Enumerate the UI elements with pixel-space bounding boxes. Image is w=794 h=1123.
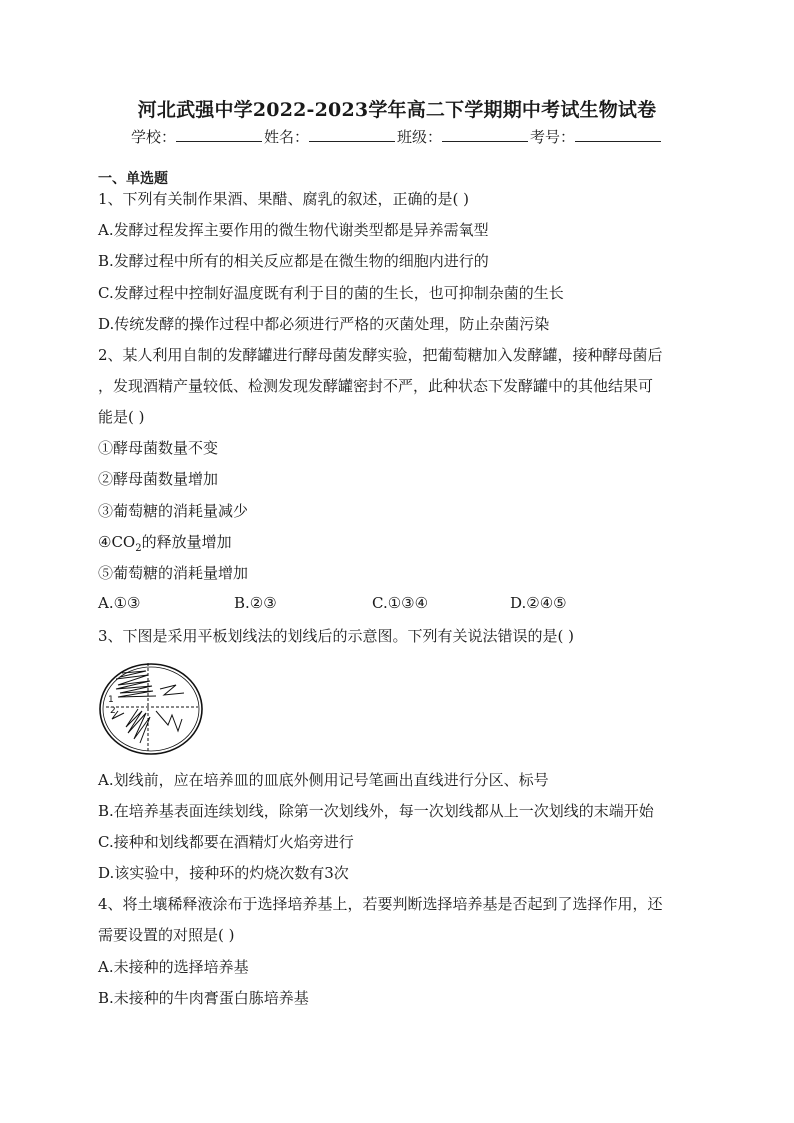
name-blank[interactable]	[309, 127, 395, 142]
student-info-row	[0, 126, 794, 147]
class-label: 班级：	[397, 128, 443, 146]
q2-options-row	[98, 594, 698, 614]
q4-option-b: B.未接种的牛肉膏蛋白胨培养基	[98, 989, 309, 1007]
q1-option-c: C.发酵过程中控制好温度既有利于目的菌的生长，也可抑制杂菌的生长	[98, 284, 564, 302]
exam-number-label: 考号：	[530, 128, 576, 146]
exam-number-field	[530, 126, 663, 147]
school-blank[interactable]	[176, 127, 262, 142]
q2-option-a: A.①③	[98, 594, 141, 612]
exam-title: 河北武强中学2022-2023学年高二下学期期中考试生物试卷	[137, 99, 657, 121]
q3-option-a: A.划线前，应在培养皿的皿底外侧用记号笔画出直线进行分区、标号	[98, 771, 549, 789]
q1-stem: 1、下列有关制作果酒、果醋、腐乳的叙述，正确的是( )	[98, 190, 470, 208]
q1-option-d: D.传统发酵的操作过程中都必须进行严格的灭菌处理，防止杂菌污染	[98, 315, 550, 333]
streak-lines-zone-1	[116, 671, 156, 697]
class-blank[interactable]	[442, 127, 528, 142]
q2-stem-line-2: ，发现酒精产量较低、检测发现发酵罐密封不严，此种状态下发酵罐中的其他结果可	[98, 377, 654, 395]
school-label: 学校：	[130, 128, 176, 146]
exam-number-blank[interactable]	[575, 127, 661, 142]
q2-item-5: ⑤葡萄糖的消耗量增加	[98, 564, 249, 582]
q3-option-b: B.在培养基表面连续划线，除第一次划线外，每一次划线都从上一次划线的末端开始	[98, 802, 654, 820]
q3-option-c: C.接种和划线都要在酒精灯火焰旁进行	[98, 833, 354, 851]
name-label: 姓名：	[263, 128, 309, 146]
q1-option-b: B.发酵过程中所有的相关反应都是在微生物的细胞内进行的	[98, 252, 489, 270]
q2-stem-line-1: 2、某人利用自制的发酵罐进行酵母菌发酵实验，把葡萄糖加入发酵罐，接种酵母菌后	[98, 346, 663, 364]
q4-stem-line-1: 4、将土壤稀释液涂布于选择培养基上，若要判断选择培养基是否起到了选择作用，还	[98, 895, 663, 913]
q1-option-a: A.发酵过程发挥主要作用的微生物代谢类型都是异养需氧型	[98, 221, 489, 239]
q2-option-b: B.②③	[234, 594, 277, 612]
q2-item-4-suffix: 的释放量增加	[141, 533, 232, 551]
petri-dish-inner-rim	[103, 667, 199, 751]
q2-option-c: C.①③④	[372, 594, 429, 612]
q2-item-4-prefix: ④CO	[98, 533, 136, 551]
q2-item-4-subscript: 2	[135, 543, 142, 554]
q4-option-a: A.未接种的选择培养基	[98, 958, 249, 976]
q2-item-1: ①酵母菌数量不变	[98, 439, 219, 457]
name-field	[264, 126, 397, 147]
zone-label-1: 1	[108, 695, 114, 705]
q2-item-3: ③葡萄糖的消耗量减少	[98, 502, 249, 520]
streak-lines-zone-3	[156, 685, 184, 731]
school-field	[131, 126, 264, 147]
q3-option-d: D.该实验中，接种环的灼烧次数有3次	[98, 864, 349, 882]
q2-item-2: ②酵母菌数量增加	[98, 470, 219, 488]
streak-lines-zone-2	[112, 709, 150, 743]
streak-plate-figure	[98, 659, 206, 759]
class-field	[397, 126, 530, 147]
q3-stem: 3、下图是采用平板划线法的划线后的示意图。下列有关说法错误的是( )	[98, 627, 575, 645]
q2-option-d: D.②④⑤	[510, 594, 567, 612]
q2-stem-line-3: 能是( )	[98, 408, 145, 426]
q2-item-4	[98, 531, 232, 554]
q4-stem-line-2: 需要设置的对照是( )	[98, 926, 235, 944]
section-heading: 一、单选题	[98, 171, 168, 187]
zone-label-2: 2	[110, 706, 116, 716]
